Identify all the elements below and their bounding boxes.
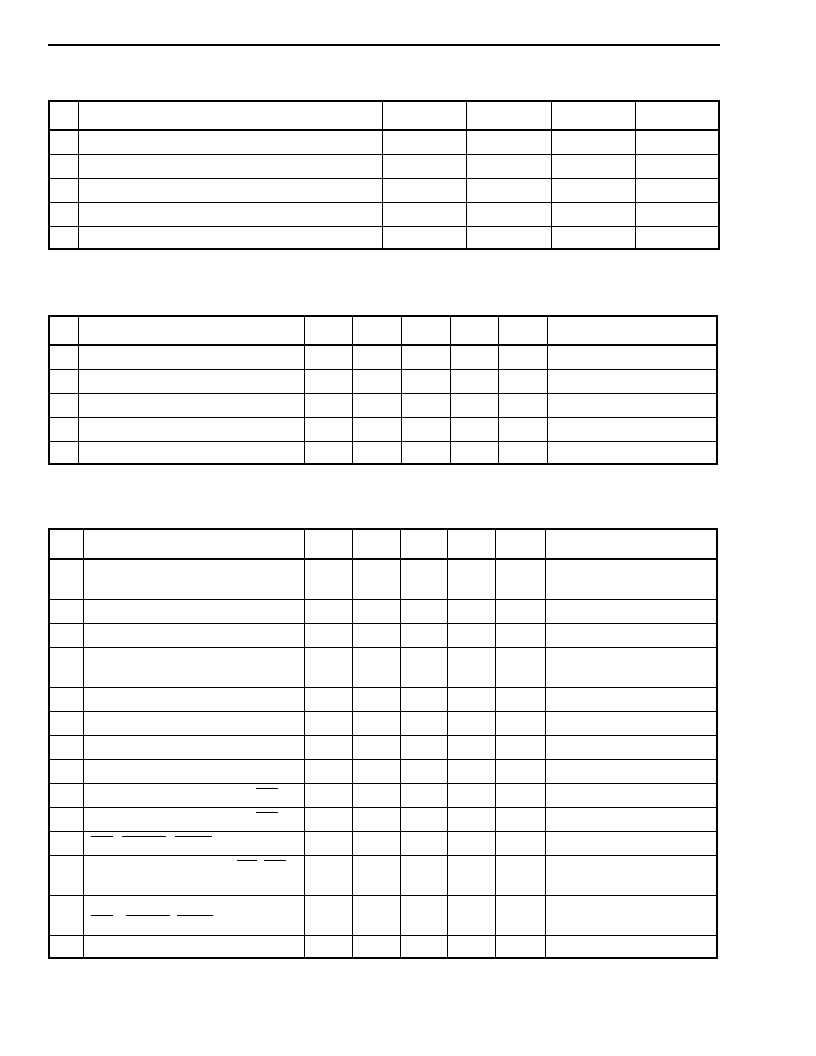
table-row [49,935,717,958]
overbar [256,788,278,789]
overbar [126,915,170,916]
table-row [49,529,717,559]
table-row [49,417,717,441]
table-row [49,711,717,735]
table-row [49,316,717,345]
table-row [49,178,719,202]
table-row [49,855,717,895]
table-row [49,441,717,464]
header-rule [48,44,720,46]
overbar-cell [83,783,304,807]
overbar [177,915,213,916]
table-1 [48,100,720,250]
table-row [49,154,719,178]
overbar [91,836,113,837]
table-row [49,647,717,687]
overbar-cell [83,855,304,895]
table-row [49,759,717,783]
table-row [49,226,719,249]
table-row [49,735,717,759]
table-row [49,895,717,935]
table-row [49,101,719,130]
table-row [49,559,717,599]
overbar [237,860,257,861]
table-row [49,831,717,855]
overbar-cell [83,895,304,935]
table-row [49,345,717,369]
table-row [49,807,717,831]
overbar [122,836,166,837]
table-row [49,623,717,647]
table-row [49,393,717,417]
table-row [49,130,719,154]
table-row [49,202,719,226]
overbar [91,915,113,916]
table-row [49,599,717,623]
overbar [256,812,278,813]
overbar-cell [83,831,304,855]
table-row [49,369,717,393]
table-2 [48,315,718,465]
table-3 [48,528,718,959]
overbar-cell [83,807,304,831]
overbar [264,860,286,861]
table-row [49,687,717,711]
overbar [175,836,212,837]
table-row [49,783,717,807]
